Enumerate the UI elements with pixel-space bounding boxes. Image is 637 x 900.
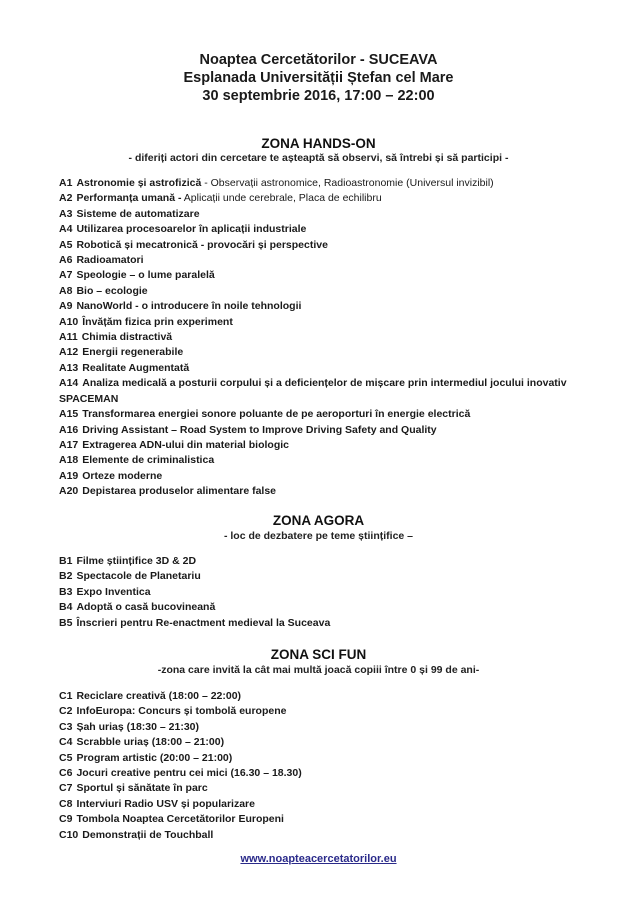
list-item [59, 376, 619, 407]
item-title: Scrabble uriaș (18:00 – 21:00) [76, 736, 225, 749]
item-title: Program artistic (20:00 – 21:00) [76, 751, 233, 764]
list-item [59, 438, 619, 453]
item-title: Realitate Augmentată [82, 361, 190, 374]
item-title: Depistarea produselor alimentare false [82, 485, 277, 498]
list-item [59, 720, 302, 735]
item-title: Jocuri creative pentru cei mici (16.30 – 18.30) [76, 767, 302, 780]
list-item [59, 407, 619, 422]
item-code: A15 [59, 408, 79, 421]
item-code: A5 [59, 238, 73, 251]
list-item [59, 735, 302, 750]
list-item [59, 176, 619, 191]
item-title: Sisteme de automatizare [76, 207, 200, 220]
list-item [59, 554, 330, 569]
item-title: Înscrieri pentru Re-enactment medieval la Suceava [76, 616, 331, 629]
list-item [59, 423, 619, 438]
list-item [59, 797, 302, 812]
list-item [59, 207, 619, 222]
item-code: C2 [59, 705, 73, 718]
item-code: C8 [59, 797, 73, 810]
item-code: C10 [59, 828, 79, 841]
list-item [59, 704, 302, 719]
list-item [59, 268, 619, 283]
item-code: A9 [59, 300, 73, 313]
zone-hands-on-subtitle: - diferiți actori din cercetare te așteaptă să observi, să întrebi și să participi - [128, 152, 509, 164]
list-item [59, 766, 302, 781]
item-title: Analiza medicală a posturii corpului și a deficiențelor de mișcare prin intermediul jocului inovativ SPACEMAN [59, 377, 567, 405]
item-code: B5 [59, 616, 73, 629]
list-item [59, 361, 619, 376]
list-item [59, 600, 330, 615]
item-code: B4 [59, 601, 73, 614]
footer [0, 853, 637, 865]
zone-hands-on-list [59, 176, 619, 500]
zone-hands-on-title: ZONA HANDS-ON [261, 136, 376, 151]
item-code: A19 [59, 469, 79, 482]
zone-agora-list [59, 554, 330, 631]
item-title: Robotică și mecatronică - provocări și perspective [76, 238, 328, 251]
item-title: Învățăm fizica prin experiment [82, 315, 233, 328]
website-link[interactable]: www.noapteacercetatorilor.eu [240, 853, 397, 865]
item-code: A11 [59, 331, 78, 344]
event-date: 30 septembrie 2016, 17:00 – 22:00 [202, 88, 435, 104]
item-code: C4 [59, 736, 73, 749]
item-code: A18 [59, 454, 79, 467]
item-title: Reciclare creativă (18:00 – 22:00) [76, 690, 242, 702]
item-title: Elemente de criminalistica [82, 454, 215, 467]
list-item [59, 238, 619, 253]
list-item [59, 222, 619, 237]
item-title: NanoWorld - o introducere în noile tehnologii [76, 300, 302, 313]
item-description: Aplicații unde cerebrale, Placa de echilibru [181, 192, 382, 205]
zone-sci-fun-subtitle: -zona care invită la cât mai multă joacă copiii între 0 și 99 de ani- [157, 664, 480, 676]
zone-sci-fun-title: ZONA SCI FUN [270, 647, 367, 662]
item-title: InfoEuropa: Concurs și tombolă europene [76, 705, 287, 718]
item-title: Bio – ecologie [76, 284, 148, 297]
item-description: - Observații astronomice, Radioastronomie (Universul invizibil) [201, 177, 494, 189]
list-item [59, 253, 619, 268]
item-title: Interviuri Radio USV și popularizare [76, 797, 255, 810]
item-code: C7 [59, 782, 73, 795]
list-item [59, 284, 619, 299]
item-code: A14 [59, 377, 79, 390]
item-code: B2 [59, 570, 73, 583]
item-title: Utilizarea procesoarelor în aplicații industriale [76, 223, 307, 236]
item-title: Adoptă o casă bucovineană [76, 601, 216, 614]
item-title: Energii regenerabile [82, 346, 184, 359]
item-code: A12 [59, 346, 79, 359]
item-title: Astronomie și astrofizică [76, 177, 202, 189]
item-title: Transformarea energiei sonore poluante de pe aeroporturi în energie electrică [82, 408, 471, 421]
event-location: Esplanada Universității Ștefan cel Mare [183, 70, 454, 86]
list-item [59, 315, 619, 330]
zone-agora-title: ZONA AGORA [272, 513, 365, 528]
item-code: C3 [59, 720, 73, 733]
item-code: A8 [59, 284, 73, 297]
item-title: Șah uriaș (18:30 – 21:30) [76, 720, 200, 733]
item-title: Spectacole de Planetariu [76, 570, 201, 583]
item-title: Sportul și sănătate în parc [76, 782, 208, 795]
zone-sci-fun-list [59, 689, 302, 843]
item-title: Filme științifice 3D & 2D [76, 555, 197, 567]
item-code: A2 [59, 192, 73, 205]
item-title: Speologie – o lume paralelă [76, 269, 215, 282]
item-code: C5 [59, 751, 73, 764]
item-title: Driving Assistant – Road System to Improve Driving Safety and Quality [82, 423, 437, 436]
item-code: A20 [59, 485, 79, 498]
list-item [59, 191, 619, 206]
item-title: Extragerea ADN-ului din material biologic [82, 438, 289, 451]
item-code: A3 [59, 207, 73, 220]
list-item [59, 330, 619, 345]
list-item [59, 453, 619, 468]
list-item [59, 812, 302, 827]
item-code: A10 [59, 315, 79, 328]
list-item [59, 484, 619, 499]
list-item [59, 781, 302, 796]
item-code: B3 [59, 585, 73, 598]
item-code: C1 [59, 690, 73, 702]
item-title: Radioamatori [76, 254, 144, 267]
list-item [59, 751, 302, 766]
item-code: C9 [59, 813, 73, 826]
item-title: Performanța umană - [76, 192, 182, 205]
item-code: B1 [59, 555, 73, 567]
item-code: A17 [59, 438, 79, 451]
item-title: Chimia distractivă [81, 331, 173, 344]
list-item [59, 345, 619, 360]
list-item [59, 299, 619, 314]
item-code: A7 [59, 269, 73, 282]
item-code: A16 [59, 423, 79, 436]
list-item [59, 689, 302, 704]
item-code: C6 [59, 767, 73, 780]
event-title: Noaptea Cercetătorilor - SUCEAVA [199, 52, 438, 68]
list-item [59, 616, 330, 631]
list-item [59, 585, 330, 600]
item-title: Demonstrații de Touchball [82, 828, 214, 841]
document-header [0, 51, 637, 105]
list-item [59, 569, 330, 584]
item-title: Tombola Noaptea Cercetătorilor Europeni [76, 813, 284, 826]
item-code: A1 [59, 177, 73, 189]
list-item [59, 828, 302, 843]
list-item [59, 469, 619, 484]
item-code: A13 [59, 361, 79, 374]
item-code: A4 [59, 223, 73, 236]
item-title: Orteze moderne [82, 469, 163, 482]
item-title: Expo Inventica [76, 585, 151, 598]
zone-agora-subtitle: - loc de dezbatere pe teme științifice – [223, 530, 414, 542]
item-code: A6 [59, 254, 73, 267]
